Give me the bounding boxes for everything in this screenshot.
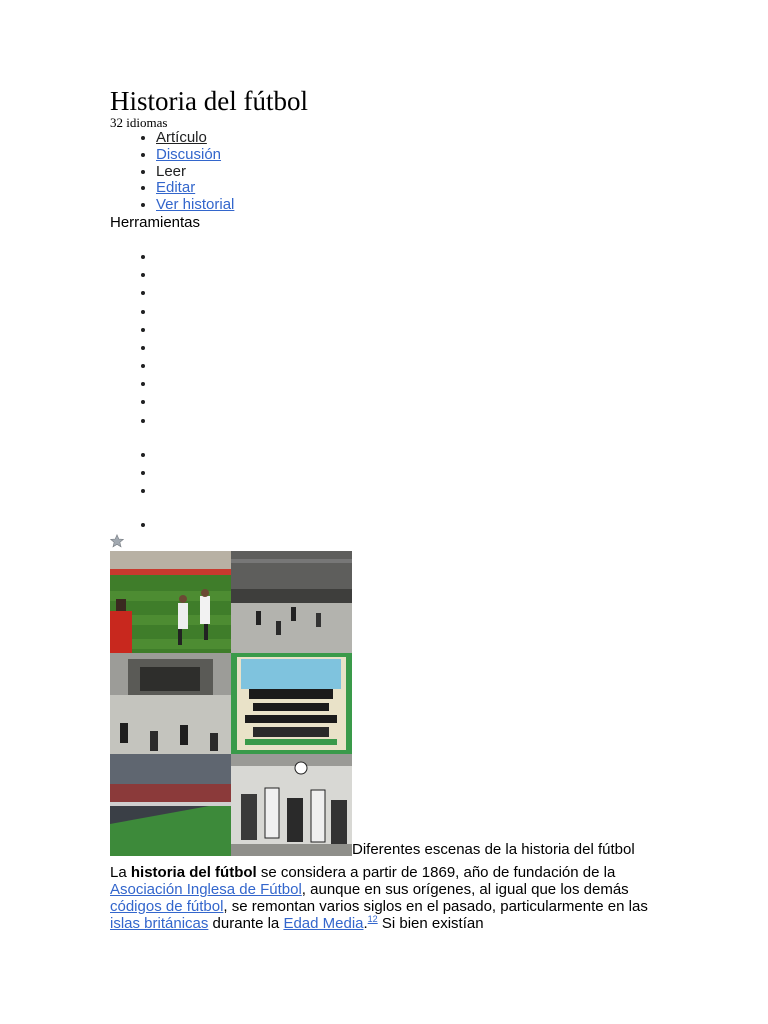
paragraph-text: La [110, 864, 131, 881]
list-item[interactable] [156, 464, 670, 482]
list-item[interactable] [156, 284, 670, 302]
list-item[interactable] [156, 412, 670, 430]
view-tabs [110, 164, 670, 214]
tab-discussion-link[interactable]: Discusión [156, 145, 222, 163]
list-item[interactable] [156, 357, 670, 375]
tab-edit-link[interactable]: Editar [156, 179, 196, 197]
tab-read[interactable] [156, 164, 670, 181]
reference-link[interactable]: 12 [367, 914, 378, 924]
reference-marker[interactable] [368, 914, 378, 924]
list-item[interactable] [156, 393, 670, 411]
paragraph-bold-term: historia del fútbol [130, 864, 257, 881]
language-count[interactable]: 32 idiomas [110, 115, 168, 130]
article-header [110, 86, 670, 535]
list-item[interactable] [156, 321, 670, 339]
list-item[interactable] [156, 339, 670, 357]
photo-kemari-scene [110, 653, 231, 754]
list-item[interactable] [156, 266, 670, 284]
list-item[interactable] [156, 446, 670, 464]
poster-world-cup-1930 [231, 653, 352, 754]
photo-modern-match [110, 551, 231, 653]
tools-list-1 [110, 248, 670, 430]
tab-edit[interactable] [156, 180, 670, 197]
paragraph-text: durante la [208, 915, 284, 932]
tab-article-link[interactable]: Artículo [156, 129, 207, 146]
tab-history-link[interactable]: Ver historial [156, 196, 235, 214]
link-asociacion-inglesa[interactable]: Asociación Inglesa de Fútbol [110, 881, 302, 898]
star-icon [110, 534, 124, 548]
page-title: Historia del fútbol [110, 86, 308, 116]
tab-discussion[interactable] [156, 147, 670, 164]
tab-history[interactable] [156, 197, 670, 214]
paragraph-text: Si bien existían [377, 915, 484, 932]
photo-modern-stadium [110, 754, 231, 856]
history-collage-image[interactable] [110, 551, 352, 856]
paragraph-text: . [363, 915, 368, 932]
list-item[interactable] [156, 375, 670, 393]
list-item[interactable] [156, 248, 670, 266]
tools-list-3 [110, 516, 670, 534]
tab-article[interactable] [156, 130, 670, 147]
photo-old-stadium [231, 551, 352, 653]
list-item[interactable] [156, 303, 670, 321]
figure-caption: Diferentes escenas de la historia del fútbol [352, 841, 635, 858]
illustration-old-match [231, 754, 352, 856]
list-item[interactable] [156, 516, 670, 534]
tab-read-link[interactable]: Leer [156, 162, 187, 180]
link-codigos-de-futbol[interactable]: códigos de fútbol [110, 898, 224, 915]
intro-paragraph [110, 864, 662, 932]
tools-menu[interactable]: Herramientas [110, 213, 201, 231]
namespace-tabs [110, 130, 670, 164]
paragraph-text: , se remontan varios siglos en el pasado, particularmente en las [223, 898, 648, 915]
tools-list-2 [110, 446, 670, 501]
list-item[interactable] [156, 482, 670, 500]
paragraph-text: se considera a partir de 1869, año de fundación de la [256, 864, 616, 881]
paragraph-text: , aunque en sus orígenes, al igual que los demás [301, 881, 629, 898]
link-edad-media[interactable]: Edad Media [283, 915, 364, 932]
link-islas-britanicas[interactable]: islas británicas [110, 915, 209, 932]
